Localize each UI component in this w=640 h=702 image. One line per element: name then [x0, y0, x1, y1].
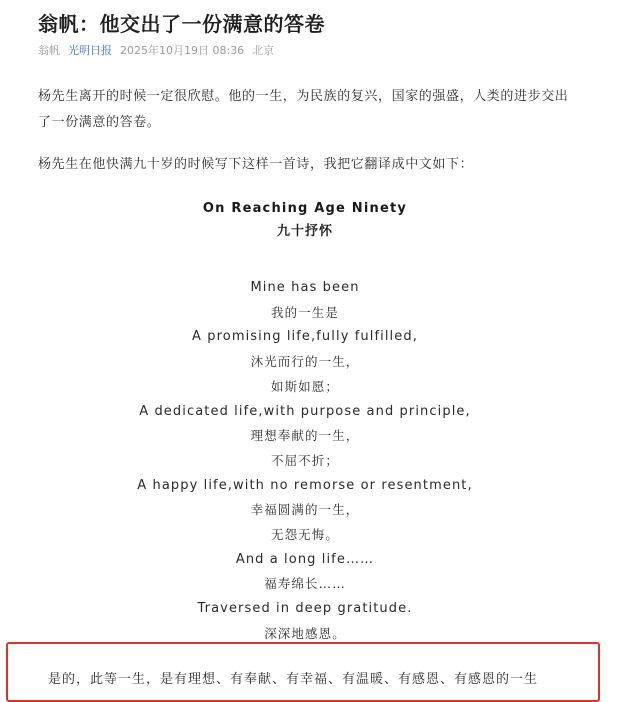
meta-location: 北京: [252, 44, 275, 57]
poem-line: A promising life,fully fulfilled,: [192, 329, 418, 345]
highlight-box: [6, 642, 600, 702]
meta-author: 翁帆: [38, 44, 60, 57]
poem-line: 我的一生是: [270, 304, 339, 320]
poem-line: 理想奉献的一生，: [250, 428, 360, 444]
poem-title-english: On Reaching Age Ninety: [202, 201, 408, 216]
poem-block: [100, 196, 510, 647]
poem-line: 福寿绵长……: [264, 576, 346, 592]
poem-line: 无怨无悔。: [270, 527, 339, 543]
poem-lines: [100, 276, 510, 647]
poem-line: Traversed in deep gratitude.: [197, 601, 413, 617]
meta-date: 2025年10月19日 08:36: [120, 44, 245, 57]
poem-line: 不屈不折；: [270, 452, 339, 468]
meta-source-link[interactable]: 光明日报: [68, 44, 112, 57]
poem-line: 深深地感恩。: [264, 625, 346, 641]
poem-line: And a long life……: [235, 551, 375, 567]
poem-line: A dedicated life,with purpose and principle,: [139, 403, 471, 419]
poem-title-chinese: 九十抒怀: [276, 224, 333, 239]
article-paragraph-2: 杨先生在他快满九十岁的时候写下这样一首诗，我把它翻译成中文如下：: [38, 157, 474, 172]
article-meta: [38, 42, 274, 58]
highlight-text: 是的，此等一生，是有理想、有奉献、有幸福、有温暖、有感恩、有感恩的一生: [48, 672, 539, 687]
poem-line: 如斯如愿；: [270, 378, 339, 394]
article-paragraph-1: 杨先生离开的时候一定很欣慰。他的一生，为民族的复兴，国家的强盛，人类的进步交出了一份满意的答卷。: [38, 89, 569, 130]
poem-line: 幸福圆满的一生，: [250, 502, 360, 518]
article-title: 翁帆：他交出了一份满意的答卷: [38, 12, 325, 36]
poem-line: 沐光而行的一生，: [250, 354, 360, 370]
poem-line: A happy life,with no remorse or resentment,: [137, 477, 473, 493]
poem-line: Mine has been: [250, 280, 360, 295]
